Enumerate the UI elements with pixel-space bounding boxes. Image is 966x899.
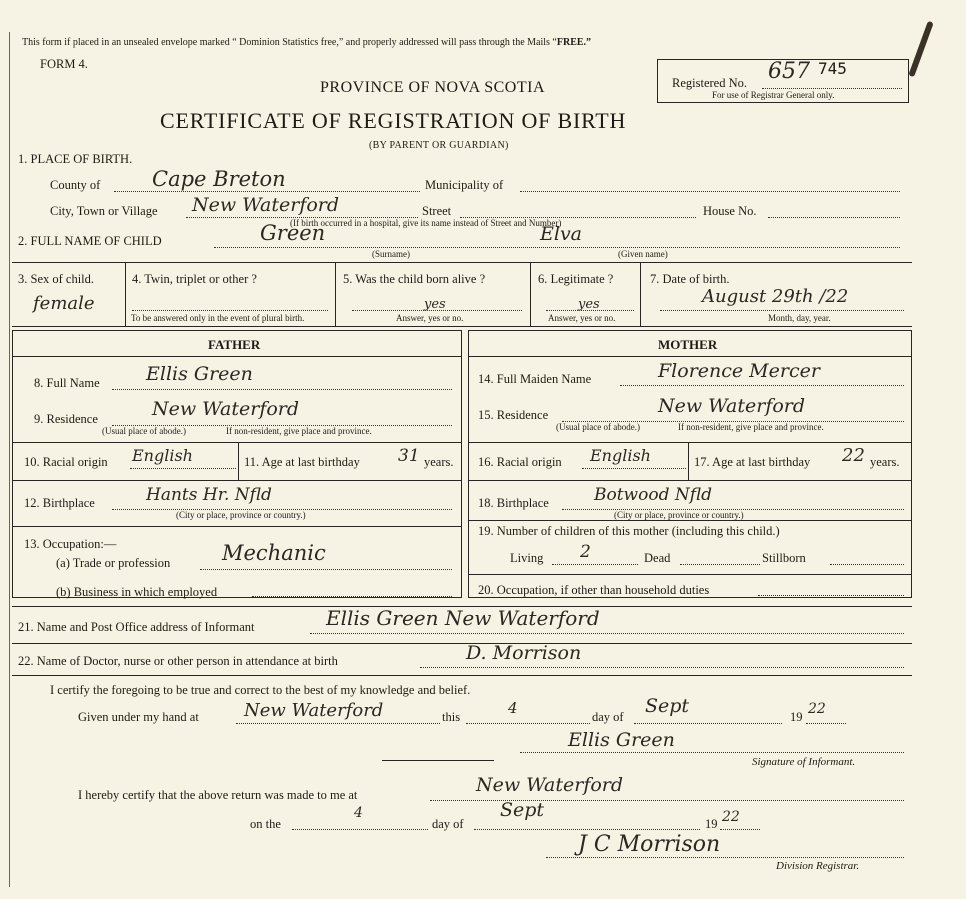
father-trade-label: (a) Trade or profession: [56, 556, 171, 570]
mother-birthplace-caption: (City or place, province or country.): [614, 510, 744, 520]
mother-divider-age: [688, 443, 689, 480]
living-value: 2: [580, 542, 591, 562]
registrar-month-line: [474, 829, 700, 830]
father-residence-label: 9. Residence: [34, 412, 98, 426]
child-given-name: Elva: [540, 223, 583, 245]
father-trade-value: Mechanic: [222, 541, 326, 565]
father-birthplace-value: Hants Hr. Nfld: [146, 485, 272, 505]
registrar-day-line: [292, 829, 428, 830]
day-of-label: day of: [592, 710, 624, 724]
alive-caption: Answer, yes or no.: [396, 313, 464, 323]
father-divider-age: [238, 443, 239, 480]
mother-age-label: 17. Age at last birthday: [694, 455, 811, 469]
county-label: County of: [50, 178, 101, 192]
father-name-label: 8. Full Name: [34, 376, 100, 390]
mail-notice-free: FREE.”: [556, 37, 592, 48]
twin-line: [132, 310, 328, 311]
mother-racial-value: English: [590, 446, 651, 465]
father-name-value: Ellis Green: [146, 363, 253, 385]
registrar-year-printed: 19: [705, 817, 718, 831]
stillborn-label: Stillborn: [762, 551, 806, 565]
father-residence-value: New Waterford: [152, 398, 300, 420]
signature-caption: Signature of Informant.: [752, 756, 856, 768]
dob-line: [660, 310, 904, 311]
mother-residence-caption: (Usual place of abode.): [556, 422, 640, 432]
legit-label: 6. Legitimate ?: [538, 272, 614, 286]
mother-name-label: 14. Full Maiden Name: [478, 372, 592, 386]
registrar-general-note: For use of Registrar General only.: [712, 90, 835, 100]
dob-label: 7. Date of birth.: [650, 272, 730, 286]
alive-value: yes: [424, 297, 446, 312]
informant-label: 21. Name and Post Office address of Informant: [18, 620, 255, 634]
year-line: [806, 723, 846, 724]
mother-rule-2: [468, 480, 912, 481]
city-value: New Waterford: [192, 194, 340, 216]
registrar-place-value: New Waterford: [476, 774, 624, 796]
mother-rule-1: [468, 442, 912, 443]
dead-label: Dead: [644, 551, 671, 565]
dead-line: [680, 564, 760, 565]
city-label: City, Town or Village: [50, 204, 158, 218]
father-occupation-heading: 13. Occupation:—: [24, 537, 117, 551]
legit-caption: Answer, yes or no.: [548, 313, 616, 323]
father-business-line: [252, 596, 452, 597]
registrar-signature-line: [546, 857, 904, 858]
divider-alive: [530, 263, 531, 326]
rule-informant-bottom: [12, 643, 912, 644]
registrar-year-value: 22: [722, 809, 740, 825]
registrar-month-value: Sept: [500, 799, 545, 821]
father-birthplace-label: 12. Birthplace: [24, 496, 95, 510]
alive-line: [352, 310, 522, 311]
father-birthplace-caption: (City or place, province or country.): [176, 510, 306, 520]
house-no-label: House No.: [703, 204, 757, 218]
mother-occupation-label: 20. Occupation, if other than household duties: [478, 583, 710, 597]
doctor-line: [420, 667, 904, 668]
father-residence-caption: (Usual place of abode.): [102, 426, 186, 436]
month-value: Sept: [645, 695, 690, 717]
doctor-value: D. Morrison: [466, 642, 582, 664]
year-printed: 19: [790, 710, 803, 724]
given-at-label: Given under my hand at: [78, 710, 199, 724]
month-line: [634, 723, 782, 724]
legit-value: yes: [578, 297, 600, 312]
mother-occupation-line: [758, 595, 904, 596]
province-heading: PROVINCE OF NOVA SCOTIA: [320, 79, 546, 96]
child-name-line: [214, 247, 900, 248]
rule-details-top: [12, 262, 912, 263]
dob-caption: Month, day, year.: [768, 313, 831, 323]
mother-racial-label: 16. Racial origin: [478, 455, 562, 469]
municipality-line: [520, 191, 900, 192]
mail-notice: [22, 38, 591, 48]
hospital-note: (If birth occurred in a hospital, give its name instead of Street and Number): [290, 218, 562, 228]
given-at-line: [236, 723, 440, 724]
signature-line: [520, 752, 904, 753]
twin-label: 4. Twin, triplet or other ?: [132, 272, 257, 286]
alive-label: 5. Was the child born alive ?: [343, 272, 486, 286]
house-no-line: [768, 217, 900, 218]
street-label: Street: [422, 204, 452, 218]
registrar-day-of-label: day of: [432, 817, 464, 831]
mother-rule-3: [468, 520, 912, 521]
registrar-statement: I hereby certify that the above return was made to me at: [78, 788, 358, 802]
father-rule-1: [12, 442, 462, 443]
day-value: 4: [508, 699, 518, 717]
mother-residence-note: If non-resident, give place and province.: [678, 422, 824, 432]
mother-name-line: [620, 385, 904, 386]
sex-label: 3. Sex of child.: [18, 272, 95, 286]
left-margin-line: [9, 32, 10, 887]
certification-statement: I certify the foregoing to be true and correct to the best of my knowledge and belief.: [50, 683, 471, 697]
rule-parents-top: [12, 326, 912, 327]
divider-legit: [640, 263, 641, 326]
registrar-signature: J C Morrison: [578, 832, 721, 857]
informant-value: Ellis Green New Waterford: [326, 606, 600, 630]
living-line: [552, 564, 638, 565]
father-residence-note: If non-resident, give place and province.: [226, 426, 372, 436]
father-business-label: (b) Business in which employed: [56, 585, 218, 599]
page-title: CERTIFICATE OF REGISTRATION OF BIRTH: [160, 108, 627, 133]
father-age-label: 11. Age at last birthday: [244, 455, 360, 469]
legit-line: [546, 310, 634, 311]
mother-birthplace-value: Botwood Nfld: [594, 485, 712, 505]
registered-no-label: Registered No.: [672, 76, 747, 90]
child-name-label: 2. FULL NAME OF CHILD: [18, 234, 162, 248]
doctor-label: 22. Name of Doctor, nurse or other person in attendance at birth: [18, 654, 338, 668]
father-heading: FATHER: [208, 337, 261, 352]
mother-heading-rule: [468, 356, 912, 357]
stillborn-line: [830, 564, 904, 565]
mother-rule-4: [468, 574, 912, 575]
separator-rule: [382, 760, 494, 761]
father-racial-line: [130, 468, 236, 469]
dob-value: August 29th /22: [702, 286, 849, 307]
county-line: [114, 191, 420, 192]
surname-caption: (Surname): [372, 249, 410, 259]
mother-birthplace-label: 18. Birthplace: [478, 496, 549, 510]
father-rule-3: [12, 526, 462, 527]
informant-line: [310, 633, 904, 634]
place-of-birth-heading: 1. PLACE OF BIRTH.: [18, 152, 133, 166]
given-name-caption: (Given name): [618, 249, 668, 259]
twin-note: To be answered only in the event of plural birth.: [131, 313, 305, 323]
father-trade-line: [200, 569, 452, 570]
mother-name-value: Florence Mercer: [658, 360, 820, 382]
county-value: Cape Breton: [152, 167, 286, 191]
day-line: [466, 723, 590, 724]
year-value: 22: [808, 701, 826, 717]
divider-sex: [125, 263, 126, 326]
registrar-caption: Division Registrar.: [776, 860, 860, 872]
mother-heading: MOTHER: [658, 337, 718, 352]
mother-age-value: 22: [842, 445, 865, 466]
father-racial-label: 10. Racial origin: [24, 455, 108, 469]
sex-value: female: [33, 293, 95, 314]
mother-residence-value: New Waterford: [658, 395, 806, 417]
father-age-value: 31: [398, 446, 420, 466]
mother-age-unit: years.: [870, 455, 900, 469]
living-label: Living: [510, 551, 544, 565]
page-subtitle: (BY PARENT OR GUARDIAN): [369, 140, 509, 151]
given-at-value: New Waterford: [244, 700, 384, 721]
informant-signature: Ellis Green: [568, 729, 675, 751]
mail-notice-text: This form if placed in an unsealed envelope marked “ Dominion Statistics free,” and properly addressed will pass through the Mails “: [22, 37, 557, 48]
form-number: FORM 4.: [40, 57, 88, 71]
father-name-line: [112, 389, 452, 390]
children-count-label: 19. Number of children of this mother (including this child.): [478, 524, 780, 538]
ink-mark: [908, 21, 933, 78]
on-the-label: on the: [250, 817, 281, 831]
this-label: this: [442, 710, 461, 724]
father-age-unit: years.: [424, 455, 454, 469]
registered-no-written: 657: [768, 59, 810, 84]
father-heading-rule: [12, 356, 462, 357]
divider-twin: [335, 263, 336, 326]
registrar-day-value: 4: [354, 805, 363, 821]
child-surname: Green: [260, 221, 326, 245]
father-rule-2: [12, 480, 462, 481]
registrar-year-line: [720, 829, 760, 830]
rule-certification-top: [12, 675, 912, 676]
mother-racial-line: [582, 468, 686, 469]
registered-no-line: [762, 88, 902, 89]
mother-residence-label: 15. Residence: [478, 408, 549, 422]
father-racial-value: English: [132, 446, 193, 465]
municipality-label: Municipality of: [425, 178, 504, 192]
registered-no-stamped: 745: [818, 59, 847, 78]
